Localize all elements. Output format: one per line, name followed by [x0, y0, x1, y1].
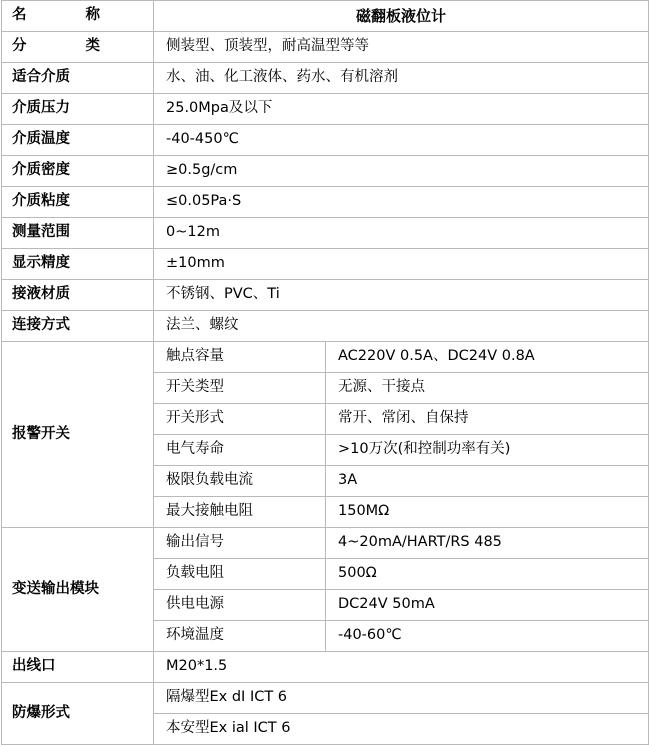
table-row [2, 528, 649, 559]
sub-label-contact-capacity: 触点容量 [154, 342, 326, 373]
row-value-accuracy: ±10mm [154, 249, 649, 280]
group-label-explosion-proof: 防爆形式 [2, 683, 154, 745]
specification-table [1, 0, 649, 745]
row-value-density: ≥0.5g/cm [154, 156, 649, 187]
sub-label-power-supply: 供电电源 [154, 590, 326, 621]
sub-value-output-signal: 4~20mA/HART/RS 485 [326, 528, 649, 559]
table-row [2, 280, 649, 311]
row-label-name: 名 称 [2, 1, 154, 32]
row-value-connection: 法兰、螺纹 [154, 311, 649, 342]
row-value-name: 磁翻板液位计 [154, 1, 649, 32]
table-row [2, 125, 649, 156]
sub-label-load-resistance: 负载电阻 [154, 559, 326, 590]
sub-label-switch-type: 开关类型 [154, 373, 326, 404]
row-value-explosion-proof-2: 本安型Ex ial ICT 6 [154, 714, 649, 745]
sub-value-load-resistance: 500Ω [326, 559, 649, 590]
sub-value-limit-load-current: 3A [326, 466, 649, 497]
sub-value-switch-type: 无源、干接点 [326, 373, 649, 404]
table-row [2, 94, 649, 125]
row-label-density: 介质密度 [2, 156, 154, 187]
table-row [2, 342, 649, 373]
sub-label-limit-load-current: 极限负载电流 [154, 466, 326, 497]
sub-value-power-supply: DC24V 50mA [326, 590, 649, 621]
sub-value-contact-capacity: AC220V 0.5A、DC24V 0.8A [326, 342, 649, 373]
row-value-range: 0~12m [154, 218, 649, 249]
table-row [2, 1, 649, 32]
table-row [2, 187, 649, 218]
row-label-temperature: 介质温度 [2, 125, 154, 156]
row-label-category: 分 类 [2, 32, 154, 63]
row-value-wetted-material: 不锈钢、PVC、Ti [154, 280, 649, 311]
table-row [2, 683, 649, 714]
row-label-viscosity: 介质粘度 [2, 187, 154, 218]
row-label-pressure: 介质压力 [2, 94, 154, 125]
sub-label-output-signal: 输出信号 [154, 528, 326, 559]
sub-value-electrical-life: >10万次(和控制功率有关) [326, 435, 649, 466]
table-row [2, 311, 649, 342]
row-label-outlet: 出线口 [2, 652, 154, 683]
sub-label-max-contact-resistance: 最大接触电阻 [154, 497, 326, 528]
table-row [2, 652, 649, 683]
row-value-explosion-proof-1: 隔爆型Ex dI ICT 6 [154, 683, 649, 714]
row-value-medium: 水、油、化工液体、药水、有机溶剂 [154, 63, 649, 94]
row-value-category: 侧装型、顶装型，耐高温型等等 [154, 32, 649, 63]
row-label-range: 测量范围 [2, 218, 154, 249]
sub-label-switch-form: 开关形式 [154, 404, 326, 435]
group-label-transmitter-module: 变送输出模块 [2, 528, 154, 652]
row-label-accuracy: 显示精度 [2, 249, 154, 280]
row-value-pressure: 25.0Mpa及以下 [154, 94, 649, 125]
table-row [2, 218, 649, 249]
table-row [2, 156, 649, 187]
row-value-temperature: -40-450℃ [154, 125, 649, 156]
sub-value-ambient-temperature: -40-60℃ [326, 621, 649, 652]
row-value-viscosity: ≤0.05Pa·S [154, 187, 649, 218]
row-label-medium: 适合介质 [2, 63, 154, 94]
sub-label-electrical-life: 电气寿命 [154, 435, 326, 466]
sub-value-switch-form: 常开、常闭、自保持 [326, 404, 649, 435]
group-label-alarm-switch: 报警开关 [2, 342, 154, 528]
sub-label-ambient-temperature: 环境温度 [154, 621, 326, 652]
sub-value-max-contact-resistance: 150MΩ [326, 497, 649, 528]
table-row [2, 249, 649, 280]
row-label-wetted-material: 接液材质 [2, 280, 154, 311]
row-label-connection: 连接方式 [2, 311, 154, 342]
table-row [2, 63, 649, 94]
table-row [2, 32, 649, 63]
row-value-outlet: M20*1.5 [154, 652, 649, 683]
